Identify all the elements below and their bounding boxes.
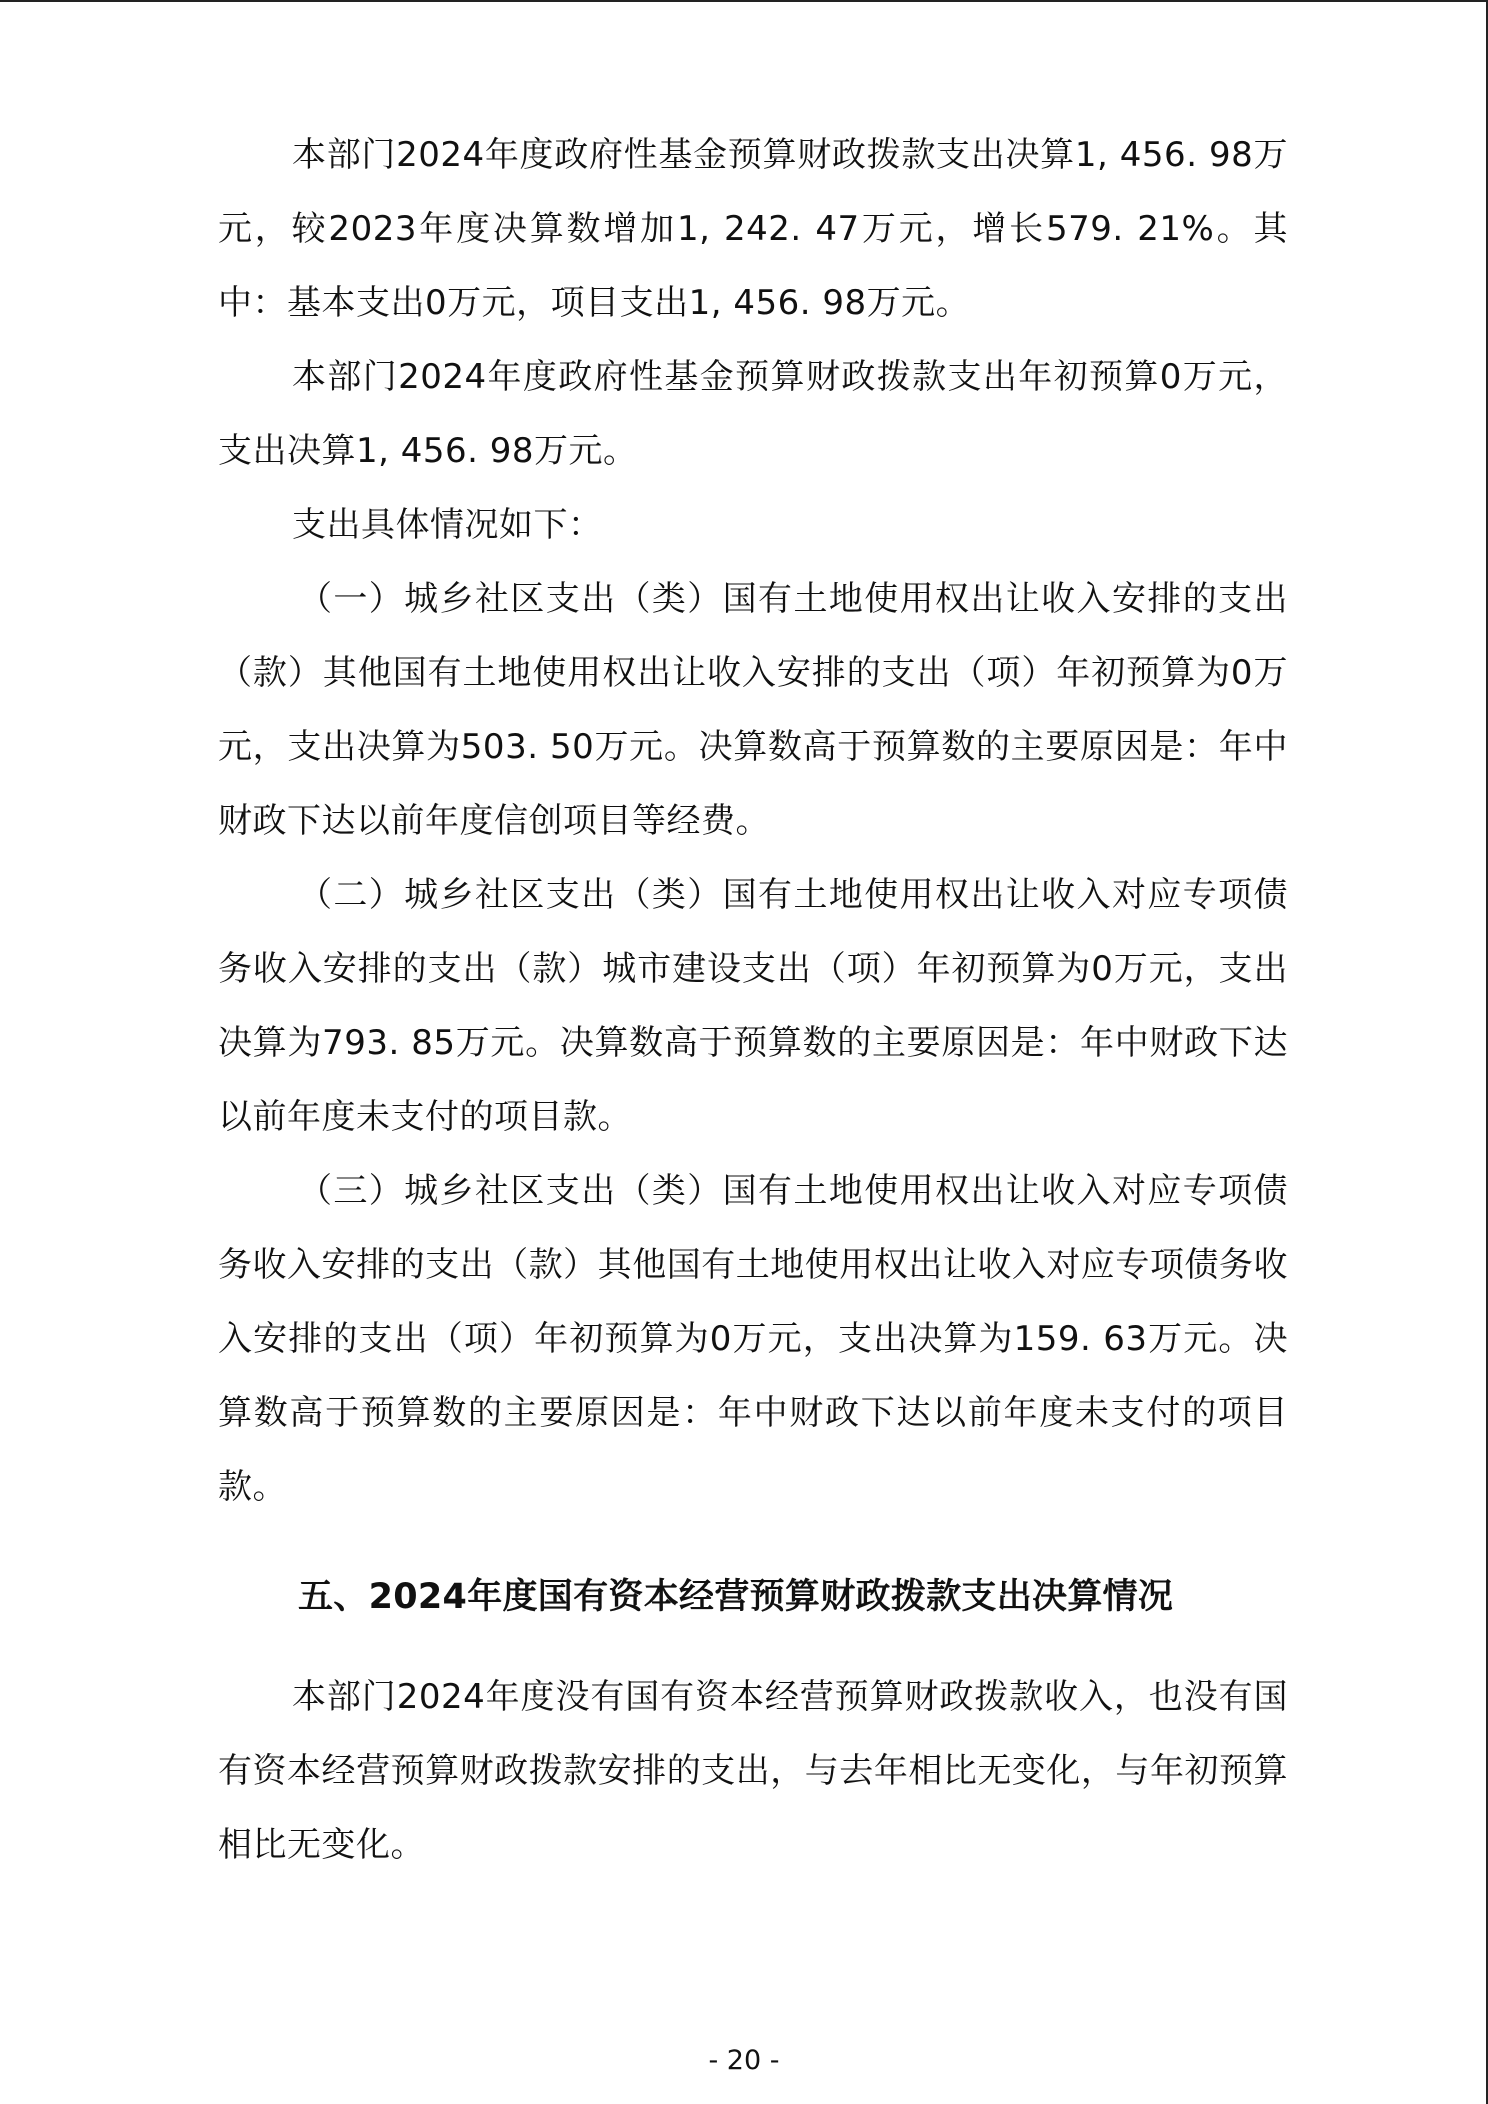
paragraph-expenditure-total: 本部门2024年度政府性基金预算财政拨款支出决算1, 456. 98万元，较2023年度决算数增加1, 242. 47万元，增长579. 21%。其中：基本支出0万元，项目支出1, 456. 98万元。 [218, 135, 1288, 323]
document-body [218, 118, 1288, 1882]
page-number: - 20 - [708, 2045, 780, 2076]
paragraph-details-intro: 支出具体情况如下： [292, 505, 603, 545]
paragraph-budget-vs-final: 本部门2024年度政府性基金预算财政拨款支出年初预算0万元，支出决算1, 456. 98万元。 [218, 357, 1288, 471]
list-item-3: （三）城乡社区支出（类）国有土地使用权出让收入对应专项债务收入安排的支出（款）其他国有土地使用权出让收入对应专项债务收入安排的支出（项）年初预算为0万元，支出决算为159. 63万元。决算数高于预算数的主要原因是：年中财政下达以前年度未支付的项目款。 [218, 1171, 1288, 1507]
list-item-2: （二）城乡社区支出（类）国有土地使用权出让收入对应专项债务收入安排的支出（款）城市建设支出（项）年初预算为0万元，支出决算为793. 85万元。决算数高于预算数的主要原因是：年中财政下达以前年度未支付的项目款。 [218, 875, 1288, 1137]
list-item-1: （一）城乡社区支出（类）国有土地使用权出让收入安排的支出（款）其他国有土地使用权出让收入安排的支出（项）年初预算为0万元，支出决算为503. 50万元。决算数高于预算数的主要原因是：年中财政下达以前年度信创项目等经费。 [218, 579, 1288, 841]
section-heading: 五、2024年度国有资本经营预算财政拨款支出决算情况 [298, 1577, 1174, 1617]
paragraph-state-capital: 本部门2024年度没有国有资本经营预算财政拨款收入，也没有国有资本经营预算财政拨款安排的支出，与去年相比无变化，与年初预算相比无变化。 [218, 1677, 1288, 1865]
